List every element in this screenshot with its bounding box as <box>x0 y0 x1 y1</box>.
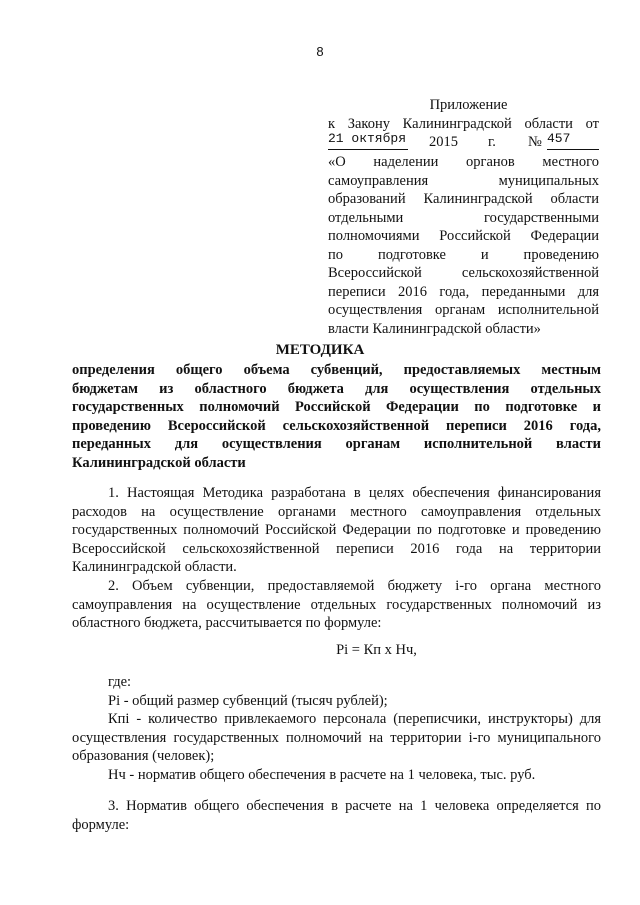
document-subheading <box>72 361 601 472</box>
paragraph-3 <box>72 797 601 834</box>
paragraph-2 <box>72 577 601 633</box>
law-title-line: «О наделении органов местного <box>328 154 599 170</box>
definitions <box>72 673 601 784</box>
definition-line: Pi - общий размер субвенций (тысяч рублей); <box>108 692 388 709</box>
law-title-line: по подготовке и проведению <box>328 246 599 263</box>
paragraph-line: областного бюджета, рассчитывается по формуле: <box>72 615 382 631</box>
paragraph-line: государственных полномочий Российской Федерации по подготовке и проведению <box>72 522 601 538</box>
law-title-line: власти Калининградской области» <box>328 320 541 337</box>
appendix-block <box>328 96 599 338</box>
handwritten-number: 457 <box>547 130 599 150</box>
where-label: где: <box>108 674 132 690</box>
paragraph-line: расходов на осуществление органами местного самоуправления отдельных <box>72 503 601 520</box>
law-title-line: полномочиями Российской Федерации <box>328 228 599 244</box>
appendix-number-sign: № <box>528 134 542 150</box>
definition-line: осуществления государственных полномочий на территории i-го муниципального <box>72 729 601 746</box>
handwritten-date: 21 октября <box>328 130 408 150</box>
definition-line: образования (человек); <box>72 748 215 764</box>
paragraph-line: 2. Объем субвенции, предоставляемой бюджету i-го органа местного <box>108 578 601 594</box>
document-heading: МЕТОДИКА <box>275 342 365 358</box>
subheading-line: государственных полномочий Российской Федерации по подготовке и <box>72 399 601 415</box>
law-title-line: образований Калининградской области <box>328 191 599 207</box>
paragraph-line: Калининградской области. <box>72 559 237 575</box>
page-number: 8 <box>316 44 324 59</box>
subheading-line: проведению Всероссийской сельскохозяйственной переписи 2016 года, <box>72 417 601 434</box>
appendix-year-suffix: г. <box>488 134 496 150</box>
appendix-title: Приложение <box>429 97 508 113</box>
law-title-line: Всероссийской сельскохозяйственной <box>328 265 599 281</box>
paragraph-line: 3. Норматив общего обеспечения в расчете на 1 человека определяется по <box>108 798 601 814</box>
paragraph-line: 1. Настоящая Методика разработана в целях обеспечения финансирования <box>108 485 601 501</box>
law-title-line: отдельными государственными <box>328 209 599 226</box>
paragraph-line: самоуправления на осуществление отдельных государственных полномочий из <box>72 596 601 613</box>
law-title-line: самоуправления муниципальных <box>328 172 599 189</box>
paragraph-line: формуле: <box>72 816 130 833</box>
definition-line: Нч - норматив общего обеспечения в расчете на 1 человека, тыс. руб. <box>108 766 536 783</box>
appendix-date-row <box>328 133 599 153</box>
formula: Pi = Кп х Нч, <box>336 642 417 658</box>
appendix-law-line: к Закону Калининградской области от <box>328 115 599 132</box>
subheading-line: бюджетам из областного бюджета для осуществления отдельных <box>72 380 601 397</box>
subheading-line: переданных для осуществления органам исполнительной власти <box>72 436 601 452</box>
definition-line: Кпi - количество привлекаемого персонала (переписчики, инструкторы) для <box>108 711 601 727</box>
subheading-line: Калининградской области <box>72 454 246 471</box>
paragraph-line: Всероссийской сельскохозяйственной переписи 2016 года на территории <box>72 540 601 557</box>
appendix-year: 2015 <box>429 134 458 150</box>
law-title-line: осуществления органам исполнительной <box>328 302 599 318</box>
law-title-line: переписи 2016 года, переданными для <box>328 283 599 300</box>
subheading-line: определения общего объема субвенций, предоставляемых местным <box>72 362 601 378</box>
paragraph-1 <box>72 484 601 577</box>
